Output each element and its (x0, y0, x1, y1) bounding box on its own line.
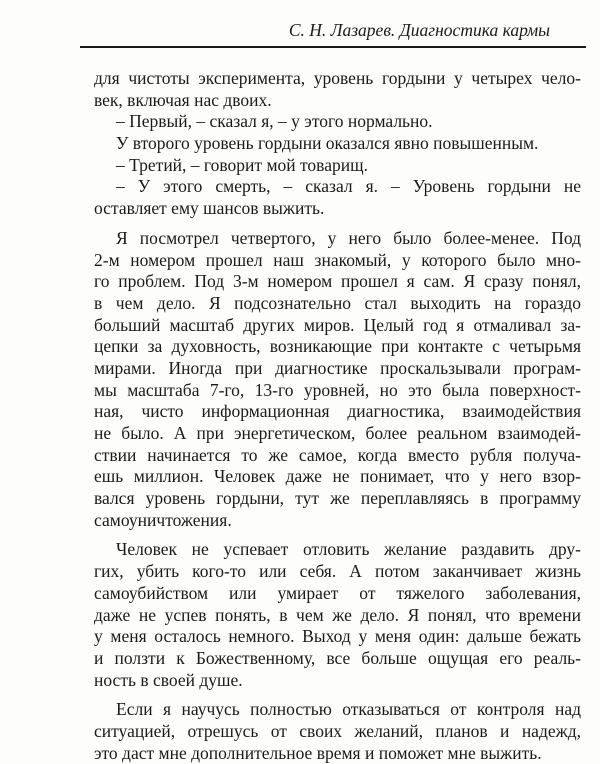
paragraph (94, 155, 581, 177)
text-line: Я посмотрел четвертого, у него было более-менее. Под (116, 227, 581, 248)
text-line: Человек не успевает отловить желание раздавить дру- (116, 539, 581, 560)
text-line: и ползти к Божественному, все больше ощущая его реаль- (94, 647, 581, 668)
paragraph-gap (94, 531, 581, 539)
text-line: для чистоты эксперимента, уровень гордыни у четырех чело- (94, 68, 581, 88)
text-line: самоубийством или умирает от тяжелого заболевания, (94, 582, 581, 603)
paragraph (94, 111, 581, 133)
text-line: Если я научусь полностью отказываться от контроля над (116, 699, 581, 720)
text-line: У второго уровень гордыни оказался явно повышенным. (116, 133, 539, 154)
text-line: ная, чисто информационная диагностика, взаимодействия (94, 401, 581, 422)
paragraph (94, 176, 581, 219)
text-line: мы масштаба 7-го, 13-го уровней, но это была поверхност- (94, 379, 581, 400)
text-line: 2-м номером прошел наш знакомый, у которого было мно- (94, 249, 581, 270)
text-line: ность в своей душе. (94, 669, 243, 690)
text-line: – У этого смерть, – сказал я. – Уровень гордыни не (116, 176, 581, 197)
text-line: не было. А при энергетическом, более реальном взаимодей- (94, 423, 581, 443)
text-line: го проблем. Под 3-м номером прошел я сам. Я сразу понял, (94, 271, 581, 292)
text-line: ситуацией, отрешусь от своих желаний, планов и надежд, (94, 720, 581, 741)
paragraph (94, 133, 581, 155)
body-text (94, 68, 581, 764)
text-line: ешь миллион. Человек даже не понимает, что у него взор- (94, 466, 581, 487)
text-line: век, включая нас двоих. (94, 89, 272, 110)
paragraph (94, 539, 581, 691)
text-line: вался уровень гордыни, тут же переплавляясь в программу (94, 488, 581, 509)
text-line: цепки за духовность, возникающие при контакте с четырьмя (94, 336, 581, 357)
page-header (0, 0, 600, 50)
text-line: больший масштаб других миров. Целый год я отмаливал за- (94, 314, 581, 335)
text-line: самоуничтожения. (94, 509, 232, 530)
paragraph-gap (94, 220, 581, 228)
paragraph (94, 68, 581, 111)
paragraph (94, 228, 581, 532)
text-line: мирами. Иногда при диагностике проскальзывали програм- (94, 357, 581, 378)
paragraph-gap (94, 691, 581, 699)
text-line: в чем дело. Я подсознательно стал выходить на гораздо (94, 292, 581, 313)
text-line: ствии начинается то же самое, когда вместо рубля получа- (94, 444, 581, 465)
text-line: оставляет ему шансов выжить. (94, 198, 325, 219)
text-line: гих, убить кого-то или себя. А потом заканчивает жизнь (94, 561, 581, 582)
text-line: – Третий, – говорит мой товарищ. (116, 154, 368, 175)
text-line: – Первый, – сказал я, – у этого нормально. (116, 111, 433, 132)
text-line: у меня осталось немного. Выход у меня один: дальше бежать (94, 626, 581, 647)
text-line: это даст мне дополнительное время и поможет мне выжить. (94, 742, 542, 763)
text-line: даже не успев понять, в чем же дело. Я понял, что времени (94, 604, 581, 625)
paragraph (94, 699, 581, 764)
header-rule (80, 46, 586, 48)
running-head: С. Н. Лазарев. Диагностика кармы (288, 20, 550, 40)
